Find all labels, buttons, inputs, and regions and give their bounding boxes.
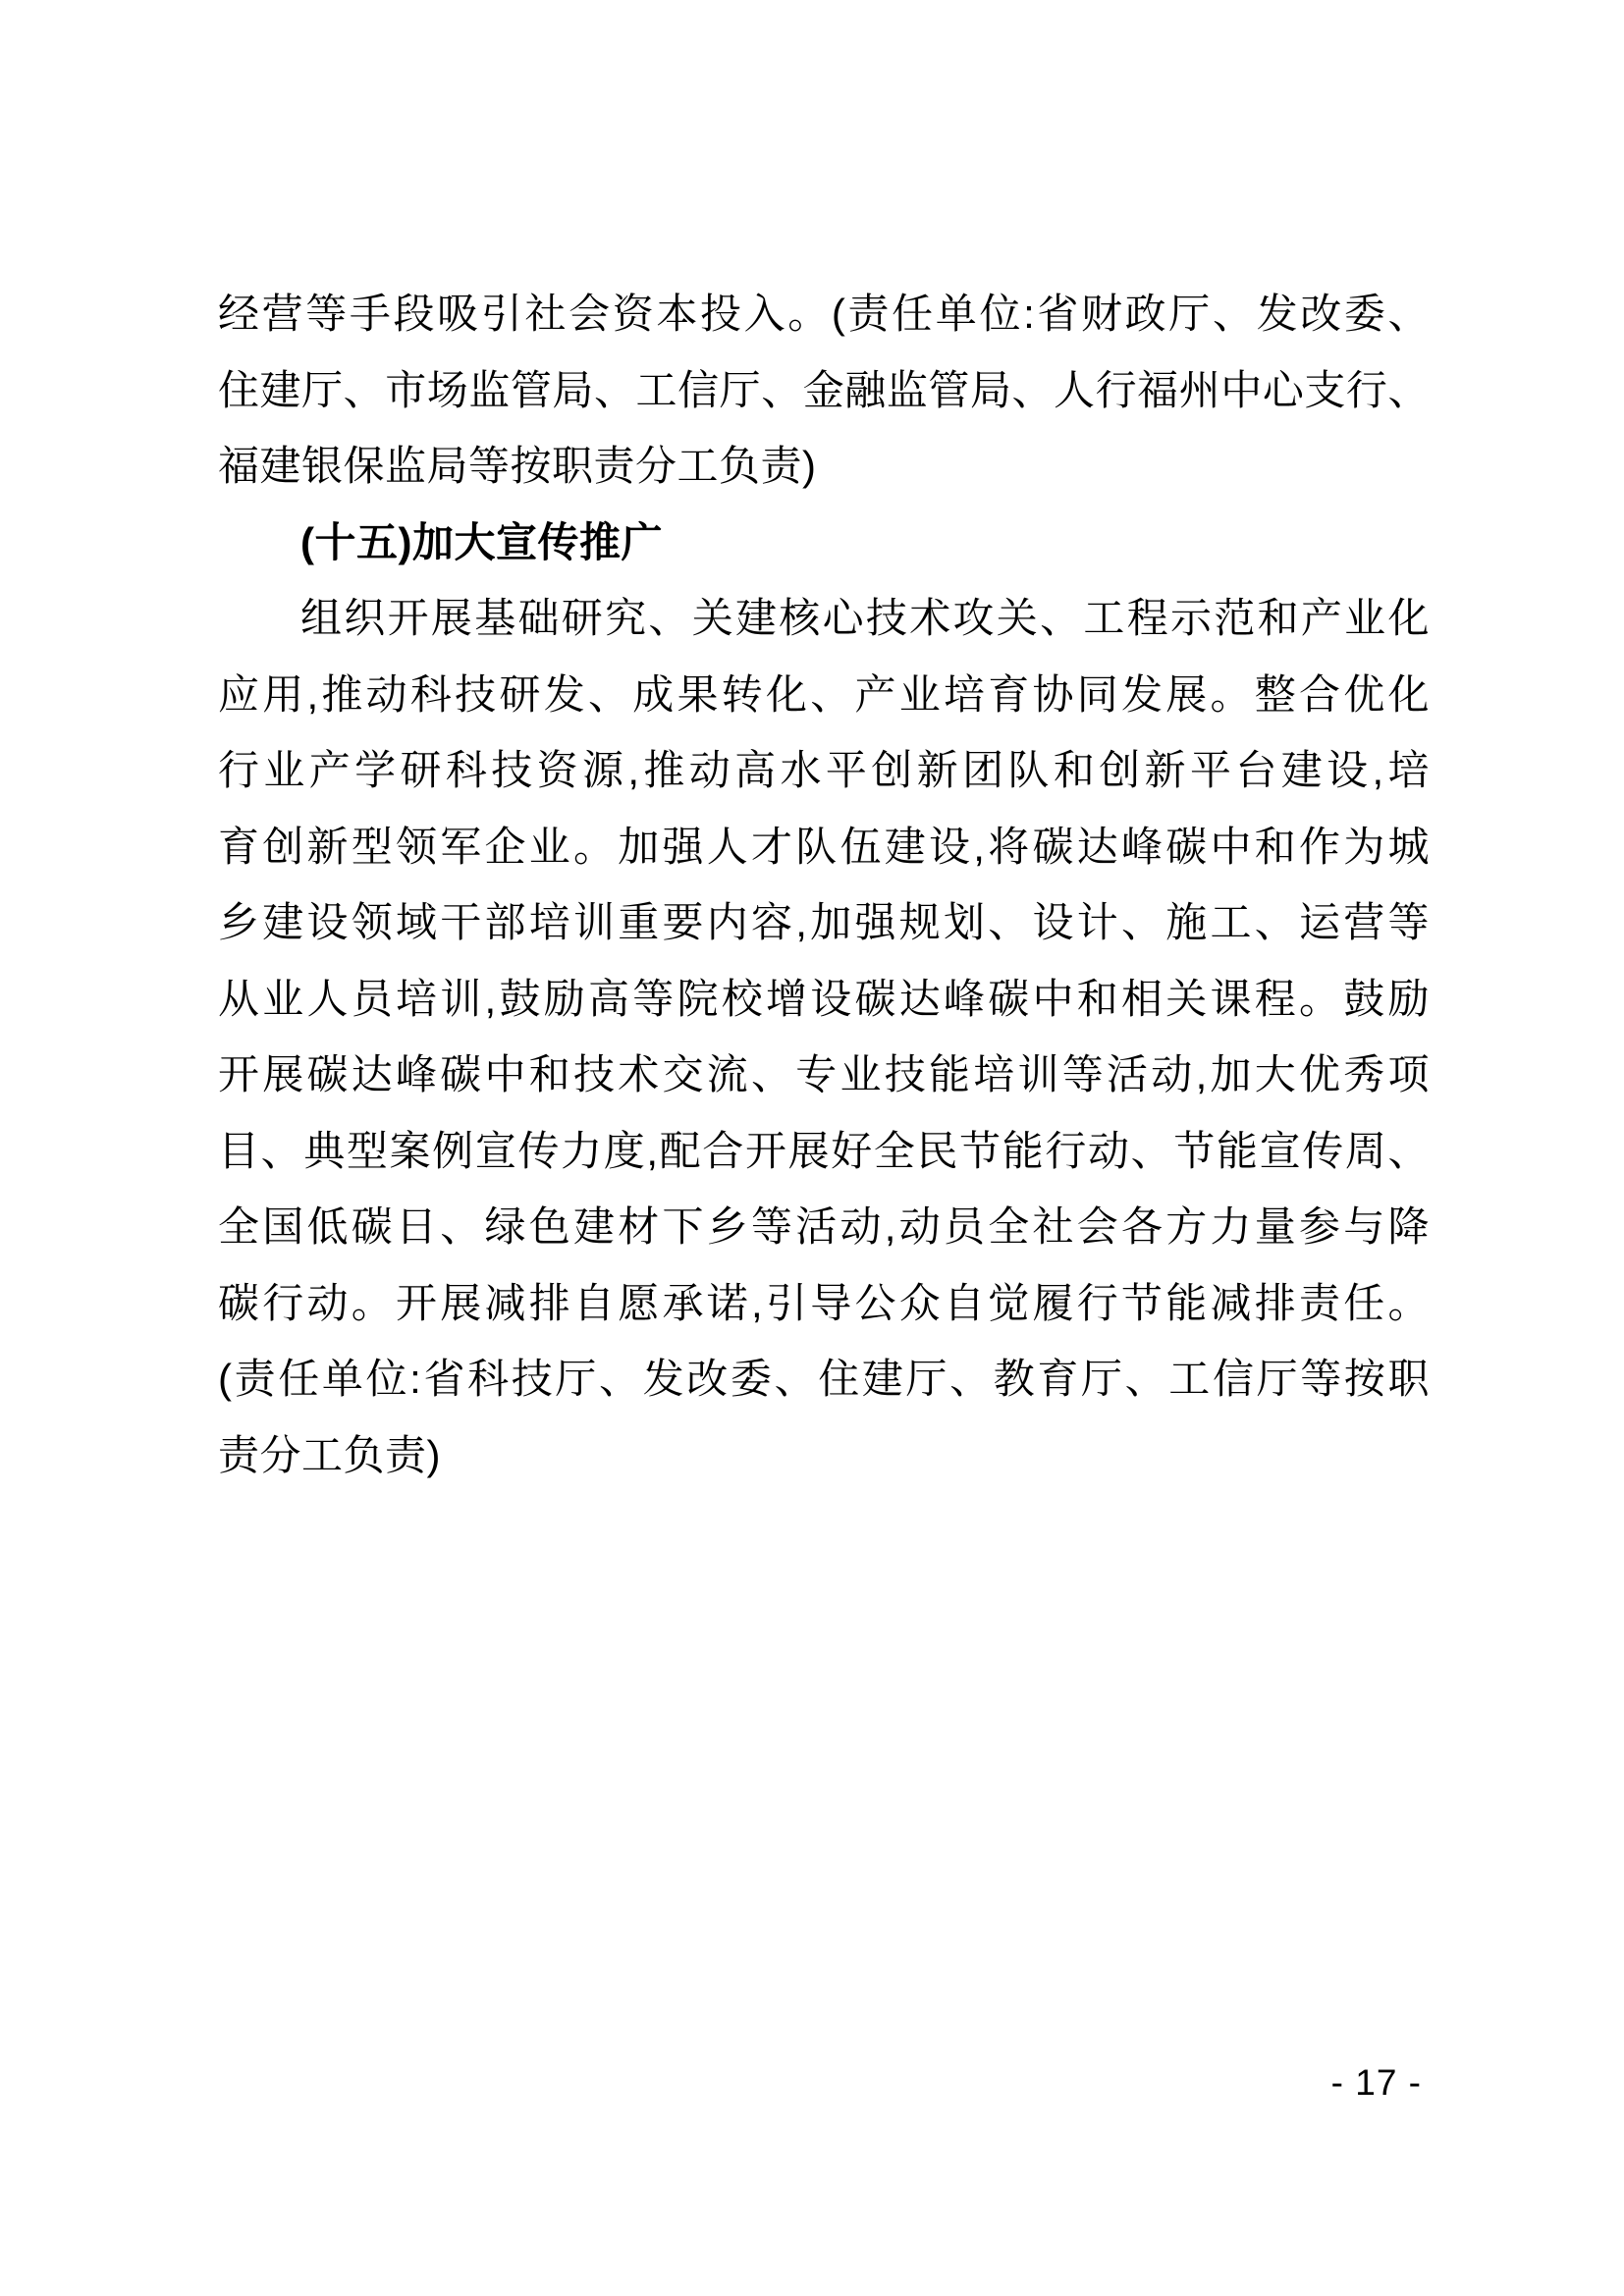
text-line: 福建银保监局等按职责分工负责)	[218, 443, 817, 489]
text-line: 行业产学研科技资源,推动高水平创新团队和创新平台建设,培	[218, 747, 1430, 793]
text-line: 责分工负责)	[218, 1431, 441, 1478]
text-line: 组织开展基础研究、关建核心技术攻关、工程示范和产业化	[300, 595, 1430, 641]
text-line: 从业人员培训,鼓励高等院校增设碳达峰碳中和相关课程。鼓励	[218, 975, 1430, 1022]
body-text-block	[218, 276, 1430, 1493]
text-line: (责任单位:省科技厅、发改委、住建厅、教育厅、工信厅等按职	[218, 1356, 1430, 1402]
text-line: 碳行动。开展减排自愿承诺,引导公众自觉履行节能减排责任。	[218, 1279, 1430, 1326]
text-line: 经营等手段吸引社会资本投入。(责任单位:省财政厅、发改委、	[218, 291, 1430, 337]
text-line: 乡建设领域干部培训重要内容,加强规划、设计、施工、运营等	[218, 899, 1430, 945]
text-line: 目、典型案例宣传力度,配合开展好全民节能行动、节能宣传周、	[218, 1127, 1430, 1174]
text-line: 全国低碳日、绿色建材下乡等活动,动员全社会各方力量参与降	[218, 1203, 1430, 1250]
text-line: 育创新型领军企业。加强人才队伍建设,将碳达峰碳中和作为城	[218, 823, 1430, 870]
text-line: 住建厅、市场监管局、工信厅、金融监管局、人行福州中心支行、	[218, 366, 1430, 413]
page-number: - 17 -	[1330, 2062, 1422, 2103]
text-line: 开展碳达峰碳中和技术交流、专业技能培训等活动,加大优秀项	[218, 1051, 1430, 1097]
text-line: 应用,推动科技研发、成果转化、产业培育协同发展。整合优化	[218, 670, 1430, 718]
section-heading: (十五)加大宣传推广	[300, 518, 663, 565]
